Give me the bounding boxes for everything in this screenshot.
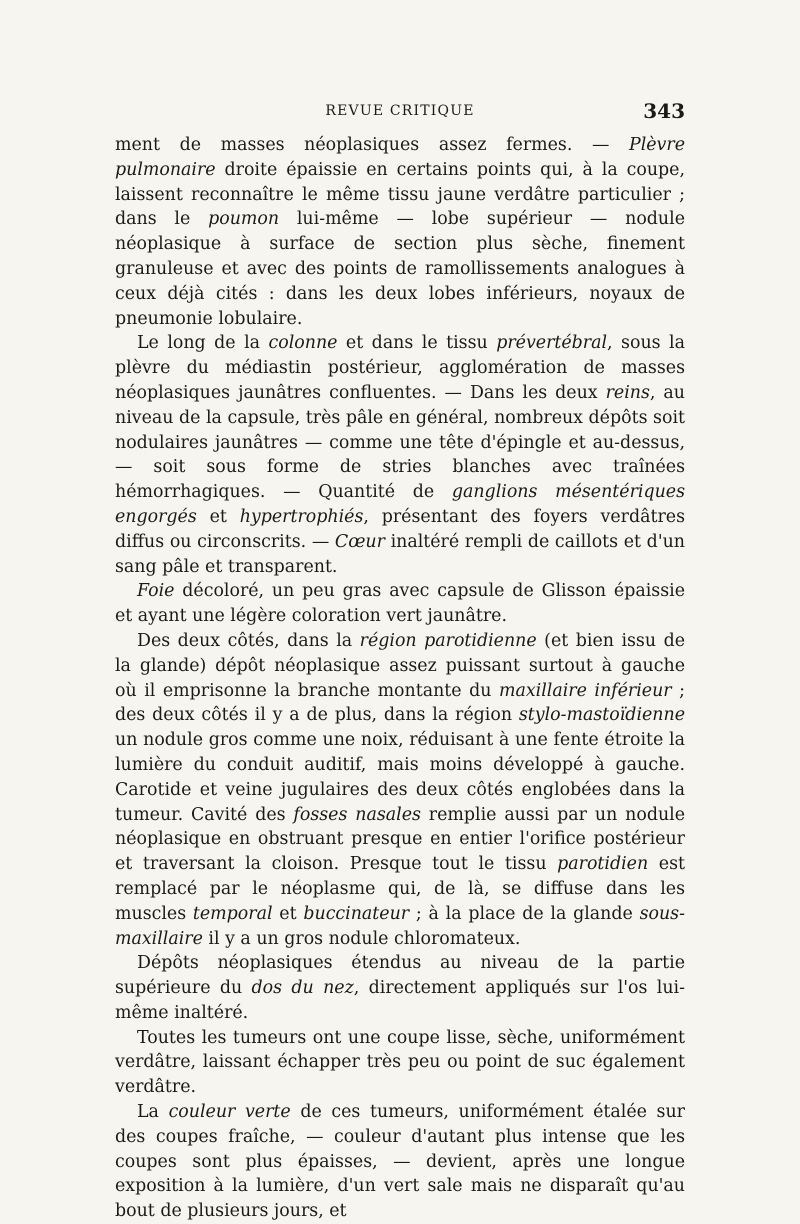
italic-text-run: Plèvre pulmonaire (115, 135, 685, 180)
text-run: et (272, 903, 304, 924)
text-run: droite épaissie en certains points qui, à la coupe, laissent reconnaître le même tissu jaune verdâtre particulier ; dans le (115, 159, 685, 230)
italic-text-run: parotidien (557, 854, 649, 875)
italic-text-run: sous-maxillaire (115, 903, 685, 949)
italic-text-run: maxillaire inférieur (498, 680, 672, 701)
text-run: La (137, 1102, 169, 1123)
italic-text-run: ganglions mésentériques engorgés (115, 482, 686, 527)
running-title: REVUE CRITIQUE (325, 103, 475, 119)
text-run: et (196, 506, 240, 527)
italic-text-run: couleur verte (168, 1102, 291, 1123)
text-run: Des deux côtés, dans la (137, 630, 360, 651)
body-text (115, 133, 685, 1224)
text-run: , au niveau de la capsule, très pâle en général, nombreux dépôts soit nodulaires jaunâtres — comme une tête d'épingle et au-dessus, — soit sous forme de stries blanches avec traînées hémorrhagiques. — Quantité de (115, 382, 686, 503)
text-run: il y a un gros nodule chloromateux. (202, 928, 521, 949)
page-number: 343 (643, 99, 685, 123)
paragraph (115, 1100, 685, 1224)
paragraph (115, 579, 685, 629)
text-run: remplie aussi par un nodule néoplasique en obstruant presque en entier l'orifice postérieur et traversant la cloison. Presque tout le tissu (115, 804, 686, 875)
page-header (115, 95, 685, 123)
text-run: de ces tumeurs, uniformément étalée sur des coupes fraîche, — couleur d'autant plus intense que les coupes sont plus épaisses, — devient, après une longue exposition à la lumière, d'un vert sale mais ne disparaît qu'au bout de plusieurs jours, et (115, 1102, 685, 1222)
text-run: ; à la place de la glande (409, 903, 640, 924)
text-run: et dans le tissu (337, 333, 497, 354)
italic-text-run: poumon (208, 209, 280, 230)
italic-text-run: reins (605, 382, 650, 403)
text-run: Dépôts néoplasiques étendus au niveau de la partie supérieure du (115, 953, 685, 999)
text-run: inaltéré rempli de caillots et d'un sang pâle et transparent. (115, 531, 685, 577)
text-run: (et bien issu de la glande) dépôt néoplasique assez puissant surtout à gauche où il emprisonne la branche montante du (115, 630, 685, 701)
italic-text-run: prévertébral (496, 333, 608, 354)
italic-text-run: stylo-mastoïdienne (518, 705, 685, 726)
text-run: décoloré, un peu gras avec capsule de Glisson épaissie et ayant une légère coloration vert jaunâtre. (115, 581, 685, 627)
text-run: lui-même — lobe supérieur — nodule néoplasique à surface de section plus sèche, finement granuleuse et avec des points de ramollissements analogues à ceux déjà cités : dans les deux lobes inférieurs, noyaux de pneumonie lobulaire. (115, 209, 685, 329)
paragraph (115, 1026, 685, 1100)
italic-text-run: Cœur (334, 531, 385, 552)
italic-text-run: hypertrophiés (239, 506, 364, 527)
text-run: ment de masses néoplasiques assez fermes. — (115, 135, 629, 155)
text-run: , sous la plèvre du médiastin postérieur, agglomération de masses néoplasiques jaunâtres confluentes. — Dans les deux (115, 333, 685, 403)
paragraph (115, 133, 685, 331)
text-run: ; des deux côtés il y a de plus, dans la région (115, 680, 685, 726)
italic-text-run: région parotidienne (359, 630, 537, 651)
text-run: un nodule gros comme une noix, réduisant à une fente étroite la lumière du conduit auditif, mais moins développé à gauche. Carotide et veine jugulaires des deux côtés englobées dans la tumeur. Cavité des (115, 730, 685, 825)
text-run: Le long de la (137, 333, 269, 354)
text-run: Toutes les tumeurs ont une coupe lisse, sèche, uniformément verdâtre, laissant échapper très peu ou point de suc également verdâtre. (115, 1027, 685, 1098)
italic-text-run: fosses nasales (293, 804, 421, 825)
text-run: , présentant des foyers verdâtres diffus ou circonscrits. — (115, 506, 685, 552)
text-run: est remplacé par le néoplasme qui, de là, se diffuse dans les muscles (115, 854, 685, 924)
paragraph (115, 331, 685, 579)
text-run: , directement appliqués sur l'os lui-même inaltéré. (115, 978, 685, 1023)
italic-text-run: temporal (192, 903, 273, 924)
document-page (115, 95, 685, 1224)
italic-text-run: Foie (137, 581, 175, 602)
italic-text-run: dos du nez (251, 978, 354, 999)
paragraph (115, 629, 685, 951)
italic-text-run: buccinateur (303, 903, 410, 924)
paragraph (115, 951, 685, 1025)
italic-text-run: colonne (268, 333, 338, 354)
